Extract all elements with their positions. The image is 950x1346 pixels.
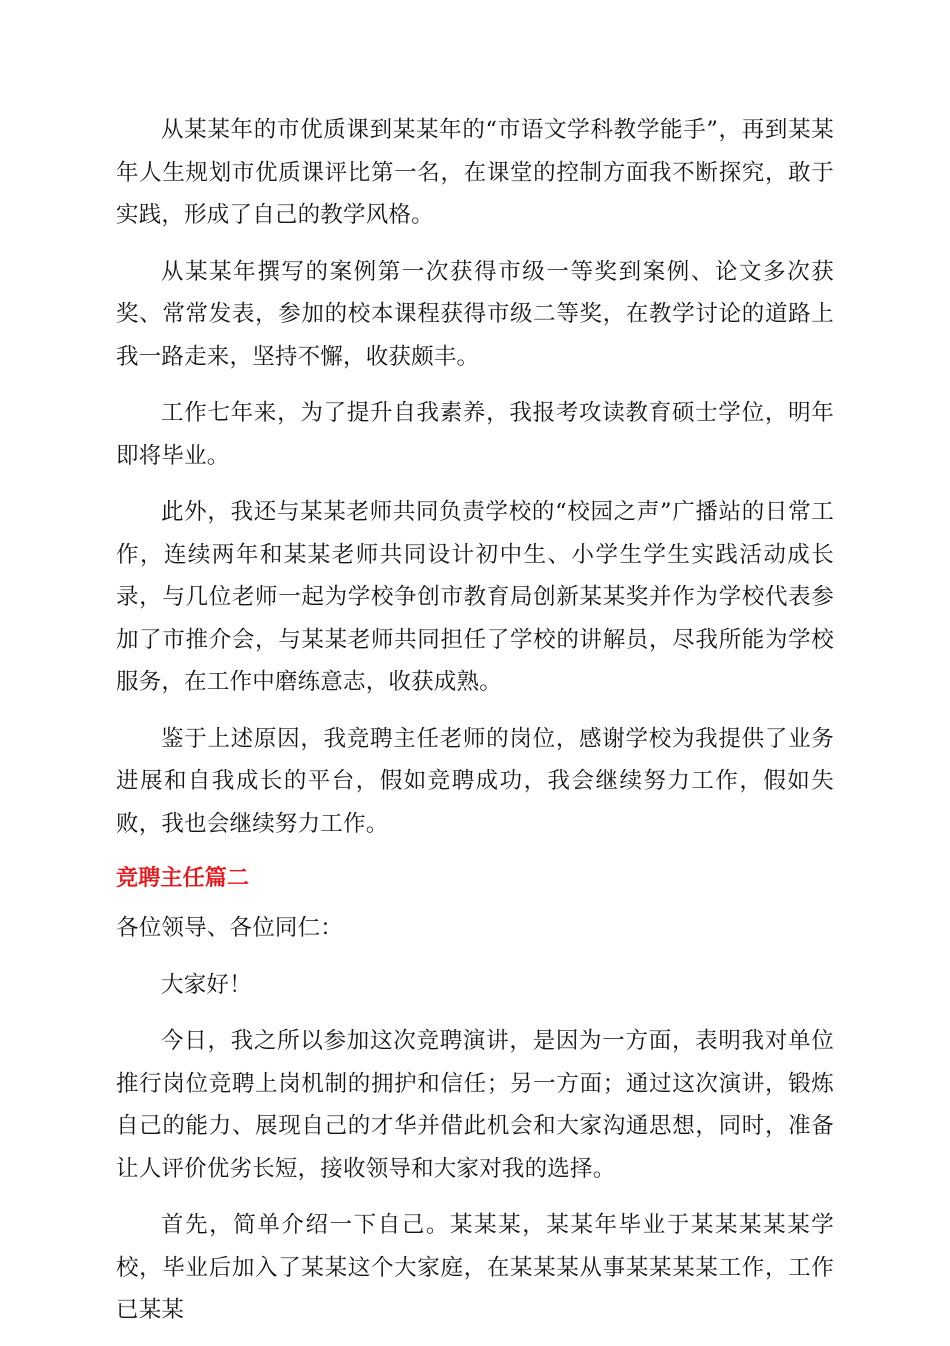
paragraph-conclusion: 鉴于上述原因，我竞聘主任老师的岗位，感谢学校为我提供了业务进展和自我成长的平台，假如竞聘成功，我会继续努力工作，假如失败，我也会继续努力工作。	[116, 725, 834, 837]
paragraph-research-awards: 从某某年撰写的案例第一次获得市级一等奖到案例、论文多次获奖、常常发表，参加的校本课程获得市级二等奖，在教学讨论的道路上我一路走来，坚持不懈，收获颇丰。	[116, 258, 834, 370]
paragraph-master-degree: 工作七年来，为了提升自我素养，我报考攻读教育硕士学位，明年即将毕业。	[116, 400, 834, 469]
paragraph-reason-for-competing: 今日，我之所以参加这次竞聘演讲，是因为一方面，表明我对单位推行岗位竞聘上岗机制的拥护和信任；另一方面；通过这次演讲，锻炼自己的能力、展现自己的才华并借此机会和大家沟通思想，同时，准备让人评价优劣长短，接收领导和大家对我的选择。	[116, 1028, 834, 1182]
paragraph-school-service: 此外，我还与某某老师共同负责学校的“校园之声”广播站的日常工作，连续两年和某某老师共同设计初中生、小学生学生实践活动成长录，与几位老师一起为学校争创市教育局创新某某奖并作为学校代表参加了市推介会，与某某老师共同担任了学校的讲解员，尽我所能为学校服务，在工作中磨练意志，收获成熟。	[116, 499, 834, 695]
paragraph-teaching-style: 从某某年的市优质课到某某年的“市语文学科教学能手”，再到某某年人生规划市优质课评比第一名，在课堂的控制方面我不断探究，敢于实践，形成了自己的教学风格。	[116, 117, 834, 228]
greeting: 大家好！	[161, 971, 252, 998]
paragraph-self-introduction: 首先，简单介绍一下自己。某某某，某某年毕业于某某某某某学校，毕业后加入了某某这个大家庭，在某某某从事某某某某工作，工作已某某	[116, 1212, 834, 1323]
section-heading: 竞聘主任篇二	[116, 866, 250, 891]
salutation: 各位领导、各位同仁：	[116, 915, 344, 941]
document-body	[116, 109, 834, 1346]
